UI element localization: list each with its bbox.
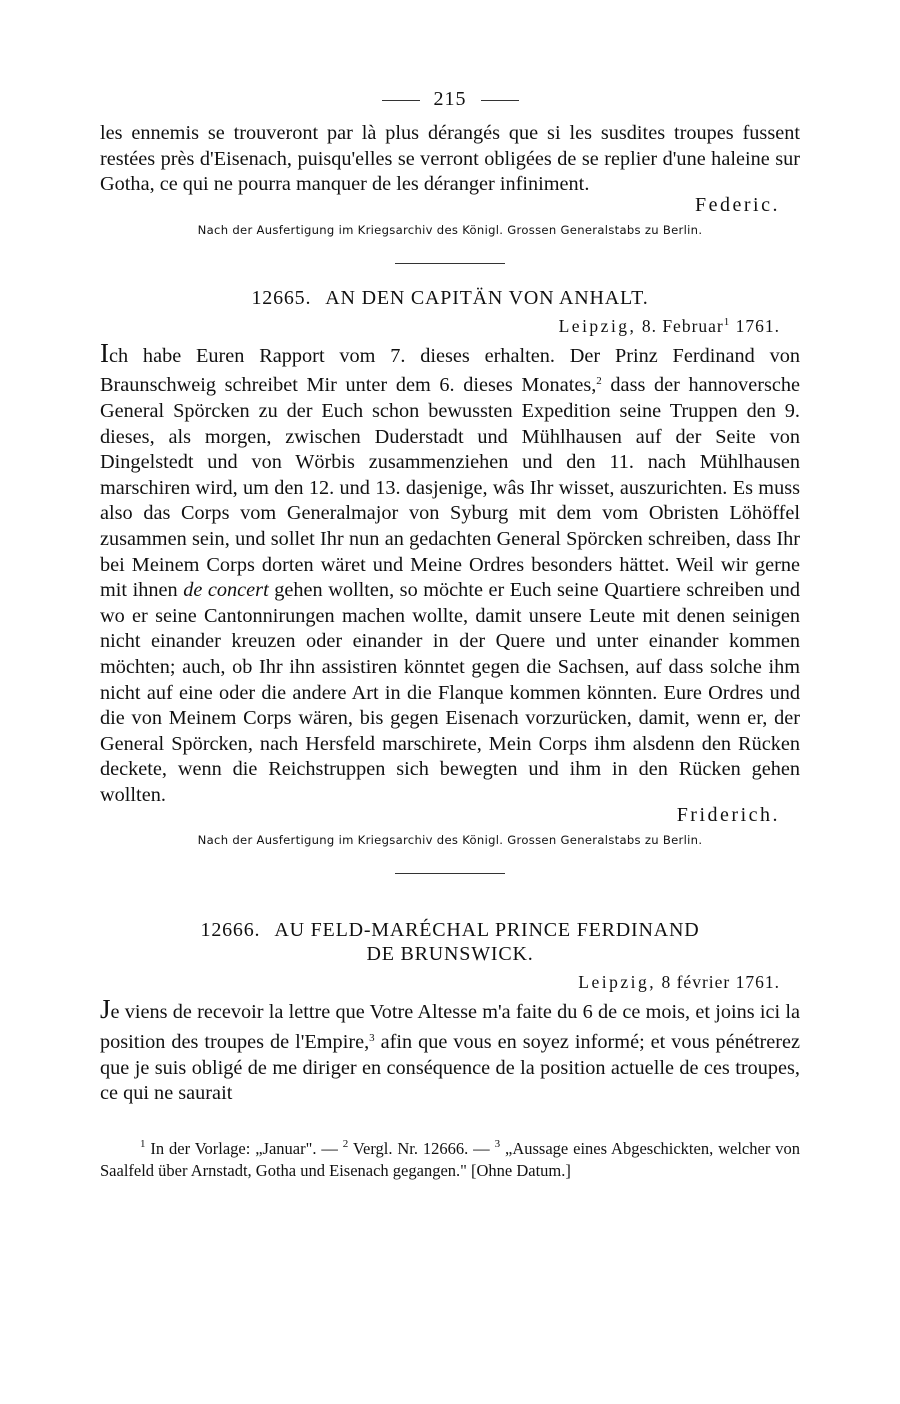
place-name: Leipzig, bbox=[578, 972, 657, 993]
letter-body bbox=[100, 994, 800, 1106]
intro-paragraph: les ennemis se trouveront par là plus dérangés que si les susdites troupes fussent restées près d'Eisenach, puisqu'elles se verront obligées de se replier d'une haleine sur Gotha, ce qui ne pourra manquer de les déranger infiniment. bbox=[100, 122, 800, 196]
intro-signature: Federic. bbox=[695, 193, 780, 216]
section-separator bbox=[395, 263, 505, 264]
footnote-mark: 1 bbox=[140, 1137, 146, 1150]
footnote-mark: 2 bbox=[342, 1137, 349, 1150]
footnote-mark: 3 bbox=[494, 1137, 501, 1150]
letter-dateline bbox=[100, 316, 800, 337]
page-header bbox=[100, 88, 800, 111]
date-text: 8 février 1761. bbox=[661, 972, 780, 993]
letter-title-line2: DE BRUNSWICK. bbox=[366, 943, 534, 966]
letter-signature: Friderich. bbox=[676, 804, 780, 827]
body-text: e viens de recevoir la lettre que Votre Altesse m'a faite du 6 de ce mois, et joins ici la position des troupes de l'Empire, bbox=[100, 1001, 800, 1054]
footnotes bbox=[100, 1133, 800, 1182]
header-rule-left bbox=[382, 100, 420, 101]
header-rule-right bbox=[481, 100, 519, 101]
footnote-text: In der Vorlage: „Januar". — bbox=[150, 1138, 338, 1158]
body-text: dass der hannoversche General Spörcken zu der Euch schon bewussten Expedition seine Truppen den 9. dieses, als morgen, zwischen Duderstadt und Mühlhausen auf der Seite von Dingelstedt und von Wörbis zusammenziehen und den 11. nach Mühlhausen marschiren wird, um den 12. und 13. dasjenige, wâs Ihr wisset, auszurichten. Es muss also das Corps vom Generalmajor von Syburg mit dem vom Obristen Löhöffel zusammen sein, und sollet Ihr nun an gedachten General Spörcken schreiben, dass Ihr bei Meinem Corps dorten wäret und Meine Ordres besonders hättet. Weil wir gerne mit ihnen bbox=[100, 374, 800, 602]
page-number: 215 bbox=[433, 88, 467, 110]
letter-heading bbox=[100, 918, 800, 966]
body-text: ch habe Euren Rapport vom 7. dieses erhalten. Der Prinz Ferdinand von Braunschweig schreibet Mir unter dem 6. dieses Monates, bbox=[100, 344, 800, 397]
footnote-ref: 3 bbox=[369, 1032, 375, 1045]
footnote-ref: 1 bbox=[723, 315, 731, 328]
initial-capital: J bbox=[100, 994, 111, 1025]
footnote-text: „Aussage eines Abgeschickten, welcher von Saalfeld über Arnstadt, Gotha und Eisenach gegangen." [Ohne Datum.] bbox=[100, 1138, 800, 1180]
letter-number: 12665. bbox=[251, 286, 312, 309]
letter-title: AN DEN CAPITÄN VON ANHALT. bbox=[325, 286, 649, 309]
body-text: afin que vous en soyez informé; et vous pénétrerez que je suis obligé de me diriger en conséquence de la position actuelle de ces troupes, ce qui ne saurait bbox=[100, 1031, 800, 1105]
body-text: gehen wollten, so möchte er Euch seine Quartiere schreiben und wo er seine Cantonnirungen machen wollte, damit unsere Leute mit denen seinigen nicht einander kreuzen oder einander in der Quere und unter einander kommen möchten; auch, ob Ihr ihn assistiren könntet gegen die Sachsen, auf dass solche ihm nicht auf eine oder die andere Art in die Flanque kommen könnten. Eure Ordres und die von Meinem Corps wären, bis gegen Eisenach vorzurücken, damit, wenn er, der General Spörcken, nach Hersfeld marschirete, Mein Corps ihm alsdenn den Rücken deckete, wenn die Reichstruppen sich bewegten und ihm in den Rücken gehen wollten. bbox=[100, 579, 801, 806]
footnote-ref: 2 bbox=[596, 375, 602, 388]
intro-source-note: Nach der Ausfertigung im Kriegsarchiv des Königl. Grossen Generalstabs zu Berlin. bbox=[197, 222, 703, 237]
date-year: 1761. bbox=[735, 315, 780, 336]
section-separator bbox=[395, 873, 505, 874]
letter-heading bbox=[100, 286, 800, 310]
letter-source-note: Nach der Ausfertigung im Kriegsarchiv des Königl. Grossen Generalstabs zu Berlin. bbox=[197, 833, 703, 848]
letter-number: 12666. bbox=[200, 919, 261, 942]
letter-title-line1: AU FELD-MARÉCHAL PRINCE FERDINAND bbox=[274, 919, 700, 942]
letter-body bbox=[100, 337, 801, 809]
document-page bbox=[100, 88, 800, 1182]
letter-dateline bbox=[100, 972, 800, 993]
footnote-text: Vergl. Nr. 12666. — bbox=[352, 1138, 490, 1158]
body-italic-text: de concert bbox=[183, 579, 269, 602]
initial-capital: I bbox=[100, 337, 109, 368]
date-text: 8. Februar bbox=[641, 315, 724, 336]
place-name: Leipzig, bbox=[558, 315, 637, 336]
